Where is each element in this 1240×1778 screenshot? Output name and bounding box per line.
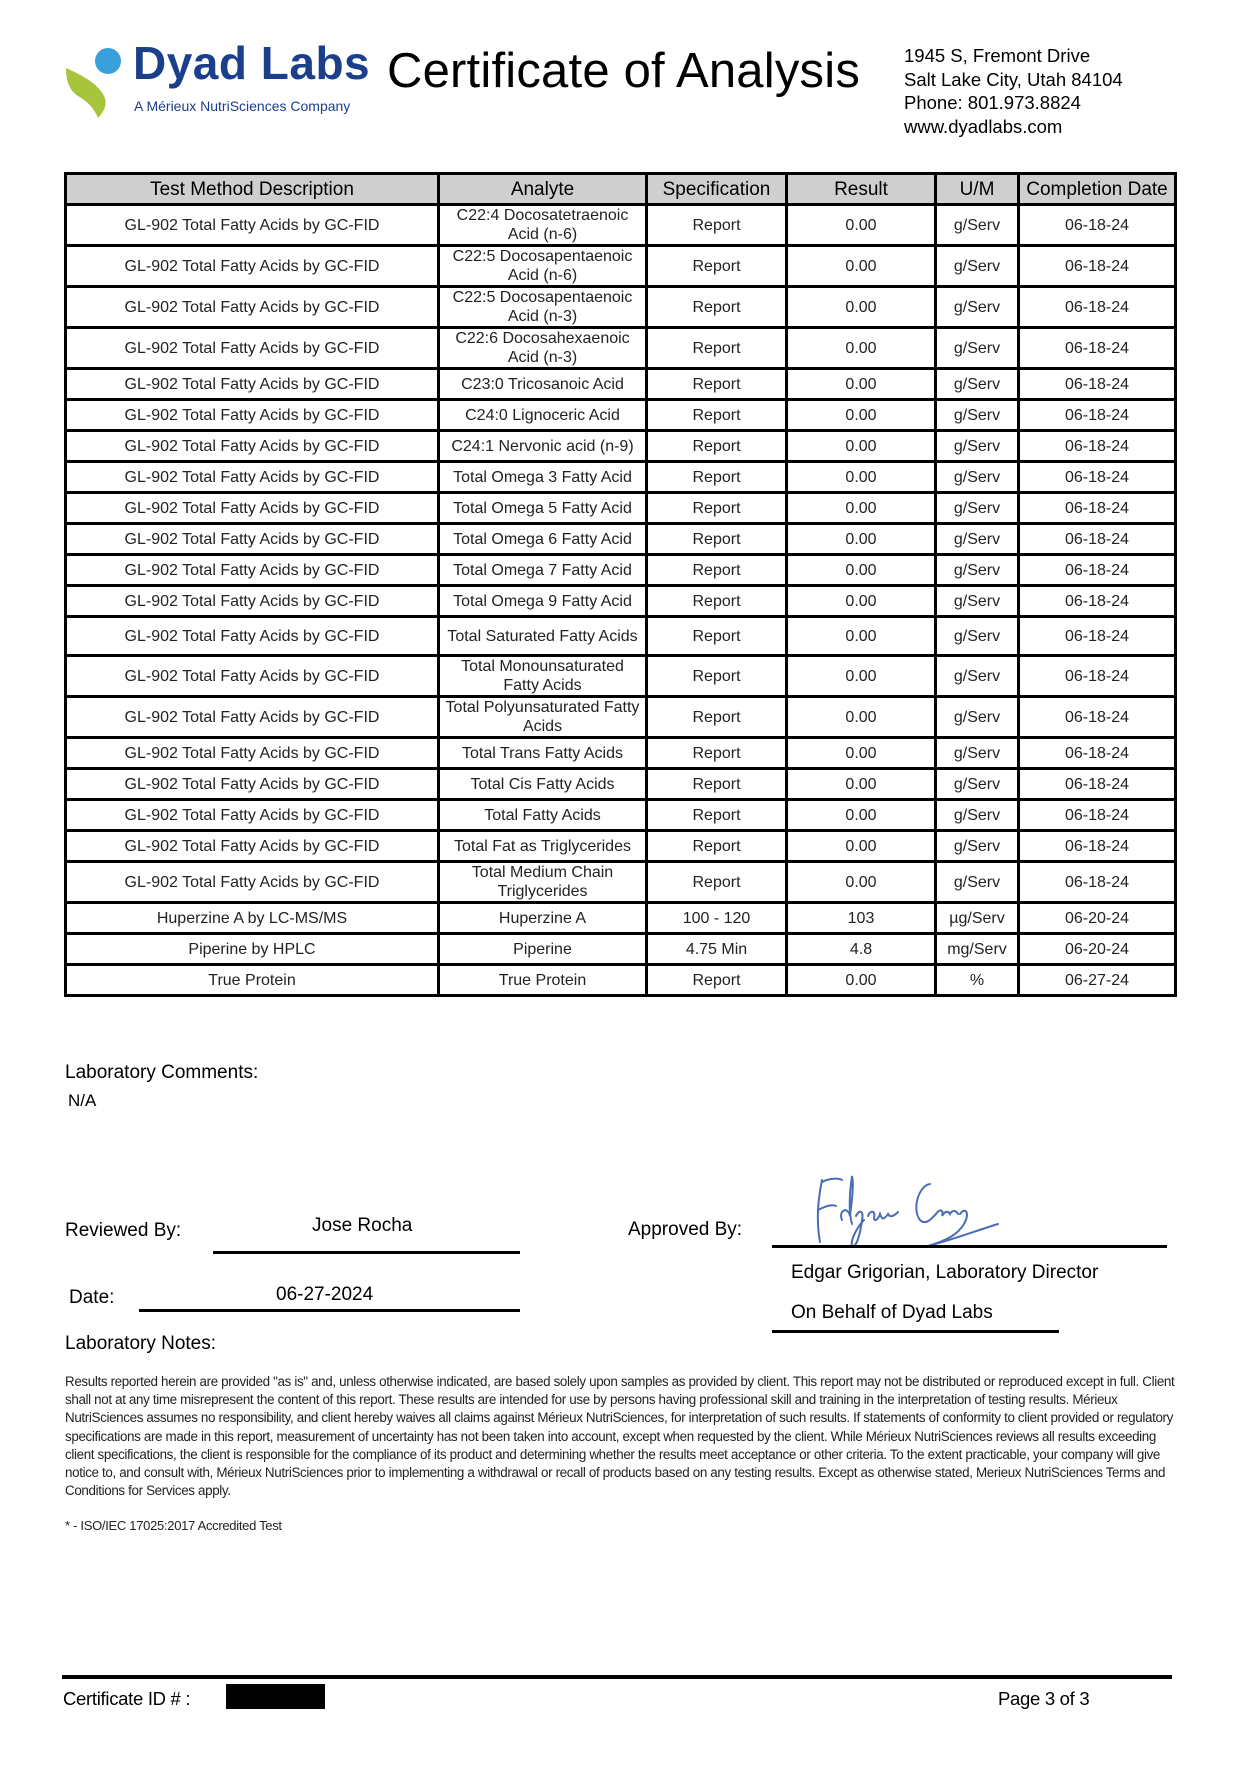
cell-test-method: True Protein xyxy=(66,965,439,996)
cell-completion-date: 06-18-24 xyxy=(1019,287,1176,328)
cell-unit: g/Serv xyxy=(936,862,1019,903)
approver-name: Edgar Grigorian, Laboratory Director xyxy=(791,1262,1099,1283)
column-header-result: Result xyxy=(787,174,936,205)
cell-unit: g/Serv xyxy=(936,656,1019,697)
cell-test-method: GL-902 Total Fatty Acids by GC-FID xyxy=(66,617,439,656)
cell-analyte: Total Monounsaturated Fatty Acids xyxy=(439,656,647,697)
table-row xyxy=(66,246,1176,287)
review-date: 06-27-2024 xyxy=(276,1284,374,1305)
cell-analyte: Total Trans Fatty Acids xyxy=(439,738,647,769)
cell-unit: g/Serv xyxy=(936,617,1019,656)
cell-analyte: C22:6 Docosahexaenoic Acid (n-3) xyxy=(439,328,647,369)
cell-analyte: Total Omega 7 Fatty Acid xyxy=(439,555,647,586)
cell-specification: Report xyxy=(647,800,787,831)
cell-test-method: GL-902 Total Fatty Acids by GC-FID xyxy=(66,369,439,400)
cell-test-method: GL-902 Total Fatty Acids by GC-FID xyxy=(66,738,439,769)
cell-completion-date: 06-18-24 xyxy=(1019,462,1176,493)
cell-analyte: Total Omega 3 Fatty Acid xyxy=(439,462,647,493)
cell-unit: g/Serv xyxy=(936,697,1019,738)
cell-unit: g/Serv xyxy=(936,462,1019,493)
cell-analyte: Total Polyunsaturated Fatty Acids xyxy=(439,697,647,738)
column-header-method: Test Method Description xyxy=(66,174,439,205)
cell-result: 0.00 xyxy=(787,697,936,738)
approver-signature-line xyxy=(772,1245,1167,1248)
cell-completion-date: 06-18-24 xyxy=(1019,555,1176,586)
table-row xyxy=(66,697,1176,738)
cell-result: 0.00 xyxy=(787,555,936,586)
approved-by-label: Approved By: xyxy=(628,1219,743,1240)
cell-specification: 100 - 120 xyxy=(647,903,787,934)
cell-completion-date: 06-18-24 xyxy=(1019,738,1176,769)
date-label: Date: xyxy=(69,1287,115,1308)
cell-unit: g/Serv xyxy=(936,369,1019,400)
table-row xyxy=(66,965,1176,996)
cell-test-method: GL-902 Total Fatty Acids by GC-FID xyxy=(66,462,439,493)
cell-result: 0.00 xyxy=(787,493,936,524)
table-row xyxy=(66,934,1176,965)
cell-test-method: GL-902 Total Fatty Acids by GC-FID xyxy=(66,431,439,462)
cell-completion-date: 06-18-24 xyxy=(1019,697,1176,738)
cell-specification: 4.75 Min xyxy=(647,934,787,965)
table-row xyxy=(66,617,1176,656)
cell-test-method: GL-902 Total Fatty Acids by GC-FID xyxy=(66,328,439,369)
cell-analyte: C22:5 Docosapentaenoic Acid (n-6) xyxy=(439,246,647,287)
cell-analyte: Huperzine A xyxy=(439,903,647,934)
cell-result: 0.00 xyxy=(787,800,936,831)
footer-divider xyxy=(62,1675,1172,1679)
cell-unit: g/Serv xyxy=(936,524,1019,555)
cell-completion-date: 06-18-24 xyxy=(1019,205,1176,246)
cell-specification: Report xyxy=(647,586,787,617)
cell-completion-date: 06-18-24 xyxy=(1019,246,1176,287)
cell-specification: Report xyxy=(647,462,787,493)
cell-completion-date: 06-18-24 xyxy=(1019,800,1176,831)
table-row xyxy=(66,903,1176,934)
table-row xyxy=(66,524,1176,555)
cell-unit: g/Serv xyxy=(936,831,1019,862)
table-row xyxy=(66,400,1176,431)
cell-result: 0.00 xyxy=(787,369,936,400)
cell-completion-date: 06-18-24 xyxy=(1019,431,1176,462)
cell-completion-date: 06-18-24 xyxy=(1019,493,1176,524)
cell-test-method: GL-902 Total Fatty Acids by GC-FID xyxy=(66,697,439,738)
cell-test-method: GL-902 Total Fatty Acids by GC-FID xyxy=(66,524,439,555)
cell-unit: g/Serv xyxy=(936,205,1019,246)
cell-result: 0.00 xyxy=(787,965,936,996)
cell-specification: Report xyxy=(647,328,787,369)
cell-result: 0.00 xyxy=(787,769,936,800)
cell-test-method: Piperine by HPLC xyxy=(66,934,439,965)
table-row xyxy=(66,656,1176,697)
cell-unit: g/Serv xyxy=(936,493,1019,524)
cell-completion-date: 06-18-24 xyxy=(1019,617,1176,656)
phone-line: Phone: 801.973.8824 xyxy=(904,92,1081,113)
cell-analyte: Piperine xyxy=(439,934,647,965)
document-title: Certificate of Analysis xyxy=(387,44,861,98)
cell-test-method: GL-902 Total Fatty Acids by GC-FID xyxy=(66,769,439,800)
certificate-id-label: Certificate ID # : xyxy=(63,1688,191,1709)
results-table xyxy=(64,172,1177,997)
cell-analyte: Total Medium Chain Triglycerides xyxy=(439,862,647,903)
table-header-row xyxy=(66,174,1176,205)
date-line xyxy=(139,1309,520,1312)
lab-notes-disclaimer: Results reported herein are provided "as is" and, unless otherwise indicated, are based solely upon samples as provided by client. This report may not be distributed or reproduced except in full. Client shall not at any time misrepresent the content of this report. These results are intended for use by persons having professional skill and training in the interpretation of testing results. Mérieux NutriSciences assumes no responsibility, and client hereby waives all claims against Mérieux NutriSciences, for interpretation of such results. If statements of conformity to client provided or regulatory specifications are made in this report, measurement of uncertainty has not been taken into account, except when requested by the client. While Mérieux NutriSciences reviews all results exceeding client specifications, the client is responsible for the compliance of its product and determining whether the results meet acceptance or other criteria. To the extent practicable, your company will give notice to, and consult with, Mérieux NutriSciences prior to implementing a withdrawal or recall of products based on any testing results. Except as otherwise stated, Merieux NutriSciences Terms and Conditions for Services apply. xyxy=(65,1374,1175,1499)
table-row xyxy=(66,738,1176,769)
cell-completion-date: 06-18-24 xyxy=(1019,769,1176,800)
cell-unit: g/Serv xyxy=(936,328,1019,369)
cell-completion-date: 06-18-24 xyxy=(1019,656,1176,697)
cell-analyte: Total Saturated Fatty Acids xyxy=(439,617,647,656)
cell-result: 0.00 xyxy=(787,287,936,328)
cell-result: 0.00 xyxy=(787,617,936,656)
cell-specification: Report xyxy=(647,656,787,697)
column-header-specification: Specification xyxy=(647,174,787,205)
cell-result: 0.00 xyxy=(787,656,936,697)
cell-result: 0.00 xyxy=(787,462,936,493)
cell-result: 0.00 xyxy=(787,400,936,431)
signature-icon xyxy=(808,1170,1008,1250)
cell-specification: Report xyxy=(647,431,787,462)
cell-result: 0.00 xyxy=(787,738,936,769)
dyad-labs-logo-icon xyxy=(64,46,134,118)
cell-test-method: Huperzine A by LC-MS/MS xyxy=(66,903,439,934)
address-line: 1945 S, Fremont Drive xyxy=(904,45,1091,66)
cell-specification: Report xyxy=(647,617,787,656)
cell-analyte: Total Fatty Acids xyxy=(439,800,647,831)
cell-specification: Report xyxy=(647,555,787,586)
cell-specification: Report xyxy=(647,205,787,246)
table-row xyxy=(66,769,1176,800)
cell-specification: Report xyxy=(647,697,787,738)
cell-result: 0.00 xyxy=(787,862,936,903)
cell-specification: Report xyxy=(647,965,787,996)
website-link[interactable]: www.dyadlabs.com xyxy=(904,115,1063,137)
cell-unit: g/Serv xyxy=(936,800,1019,831)
cell-specification: Report xyxy=(647,287,787,328)
cell-specification: Report xyxy=(647,246,787,287)
cell-analyte: Total Cis Fatty Acids xyxy=(439,769,647,800)
cell-completion-date: 06-18-24 xyxy=(1019,400,1176,431)
cell-test-method: GL-902 Total Fatty Acids by GC-FID xyxy=(66,287,439,328)
cell-result: 0.00 xyxy=(787,586,936,617)
cell-analyte: C22:5 Docosapentaenoic Acid (n-3) xyxy=(439,287,647,328)
cell-analyte: Total Fat as Triglycerides xyxy=(439,831,647,862)
cell-result: 103 xyxy=(787,903,936,934)
table-row xyxy=(66,493,1176,524)
cell-unit: g/Serv xyxy=(936,769,1019,800)
cell-specification: Report xyxy=(647,862,787,903)
table-row xyxy=(66,462,1176,493)
reviewer-name: Jose Rocha xyxy=(312,1215,413,1236)
cell-result: 0.00 xyxy=(787,205,936,246)
cell-analyte: C23:0 Tricosanoic Acid xyxy=(439,369,647,400)
table-row xyxy=(66,862,1176,903)
cell-test-method: GL-902 Total Fatty Acids by GC-FID xyxy=(66,246,439,287)
cell-analyte: C24:0 Lignoceric Acid xyxy=(439,400,647,431)
page-number: Page 3 of 3 xyxy=(998,1688,1090,1709)
table-row xyxy=(66,831,1176,862)
column-header-analyte: Analyte xyxy=(439,174,647,205)
cell-test-method: GL-902 Total Fatty Acids by GC-FID xyxy=(66,800,439,831)
cell-analyte: Total Omega 5 Fatty Acid xyxy=(439,493,647,524)
table-row xyxy=(66,555,1176,586)
cell-specification: Report xyxy=(647,831,787,862)
cell-completion-date: 06-27-24 xyxy=(1019,965,1176,996)
cell-test-method: GL-902 Total Fatty Acids by GC-FID xyxy=(66,586,439,617)
cell-unit: g/Serv xyxy=(936,586,1019,617)
cell-test-method: GL-902 Total Fatty Acids by GC-FID xyxy=(66,862,439,903)
column-header-unit: U/M xyxy=(936,174,1019,205)
cell-completion-date: 06-18-24 xyxy=(1019,586,1176,617)
brand-name: Dyad Labs xyxy=(133,37,371,89)
cell-specification: Report xyxy=(647,738,787,769)
cell-specification: Report xyxy=(647,493,787,524)
cell-test-method: GL-902 Total Fatty Acids by GC-FID xyxy=(66,400,439,431)
cell-completion-date: 06-20-24 xyxy=(1019,934,1176,965)
cell-specification: Report xyxy=(647,769,787,800)
cell-completion-date: 06-18-24 xyxy=(1019,524,1176,555)
table-row xyxy=(66,287,1176,328)
cell-unit: g/Serv xyxy=(936,555,1019,586)
cell-unit: µg/Serv xyxy=(936,903,1019,934)
cell-unit: % xyxy=(936,965,1019,996)
cell-specification: Report xyxy=(647,400,787,431)
cell-analyte: Total Omega 6 Fatty Acid xyxy=(439,524,647,555)
cell-result: 0.00 xyxy=(787,831,936,862)
approver-organization: On Behalf of Dyad Labs xyxy=(791,1302,993,1323)
cell-test-method: GL-902 Total Fatty Acids by GC-FID xyxy=(66,493,439,524)
cell-completion-date: 06-18-24 xyxy=(1019,369,1176,400)
cell-analyte: True Protein xyxy=(439,965,647,996)
table-row xyxy=(66,431,1176,462)
cell-result: 0.00 xyxy=(787,431,936,462)
cell-unit: g/Serv xyxy=(936,246,1019,287)
lab-address xyxy=(904,44,1123,138)
cell-unit: g/Serv xyxy=(936,738,1019,769)
lab-comments-value: N/A xyxy=(68,1091,97,1110)
cell-result: 0.00 xyxy=(787,524,936,555)
cell-specification: Report xyxy=(647,369,787,400)
table-row xyxy=(66,586,1176,617)
cell-analyte: C22:4 Docosatetraenoic Acid (n-6) xyxy=(439,205,647,246)
approver-org-line xyxy=(772,1330,1059,1333)
cell-completion-date: 06-18-24 xyxy=(1019,328,1176,369)
cell-unit: g/Serv xyxy=(936,400,1019,431)
cell-result: 4.8 xyxy=(787,934,936,965)
table-row xyxy=(66,800,1176,831)
cell-result: 0.00 xyxy=(787,246,936,287)
table-row xyxy=(66,205,1176,246)
lab-comments-label: Laboratory Comments: xyxy=(65,1062,259,1083)
table-row xyxy=(66,328,1176,369)
cell-result: 0.00 xyxy=(787,328,936,369)
cell-completion-date: 06-18-24 xyxy=(1019,831,1176,862)
reviewer-signature-line xyxy=(213,1251,520,1254)
brand-tagline: A Mérieux NutriSciences Company xyxy=(134,98,351,114)
cell-test-method: GL-902 Total Fatty Acids by GC-FID xyxy=(66,555,439,586)
certificate-id-redacted xyxy=(226,1684,325,1709)
table-row xyxy=(66,369,1176,400)
reviewed-by-label: Reviewed By: xyxy=(65,1220,182,1241)
accreditation-note: * - ISO/IEC 17025:2017 Accredited Test xyxy=(65,1518,282,1533)
cell-analyte: C24:1 Nervonic acid (n-9) xyxy=(439,431,647,462)
cell-completion-date: 06-18-24 xyxy=(1019,862,1176,903)
cell-test-method: GL-902 Total Fatty Acids by GC-FID xyxy=(66,656,439,697)
address-line: Salt Lake City, Utah 84104 xyxy=(904,68,1123,90)
cell-completion-date: 06-20-24 xyxy=(1019,903,1176,934)
cell-unit: g/Serv xyxy=(936,431,1019,462)
cell-test-method: GL-902 Total Fatty Acids by GC-FID xyxy=(66,831,439,862)
cell-specification: Report xyxy=(647,524,787,555)
lab-notes-label: Laboratory Notes: xyxy=(65,1333,217,1354)
cell-analyte: Total Omega 9 Fatty Acid xyxy=(439,586,647,617)
column-header-completion-date: Completion Date xyxy=(1019,174,1176,205)
cell-unit: g/Serv xyxy=(936,287,1019,328)
cell-unit: mg/Serv xyxy=(936,934,1019,965)
cell-test-method: GL-902 Total Fatty Acids by GC-FID xyxy=(66,205,439,246)
